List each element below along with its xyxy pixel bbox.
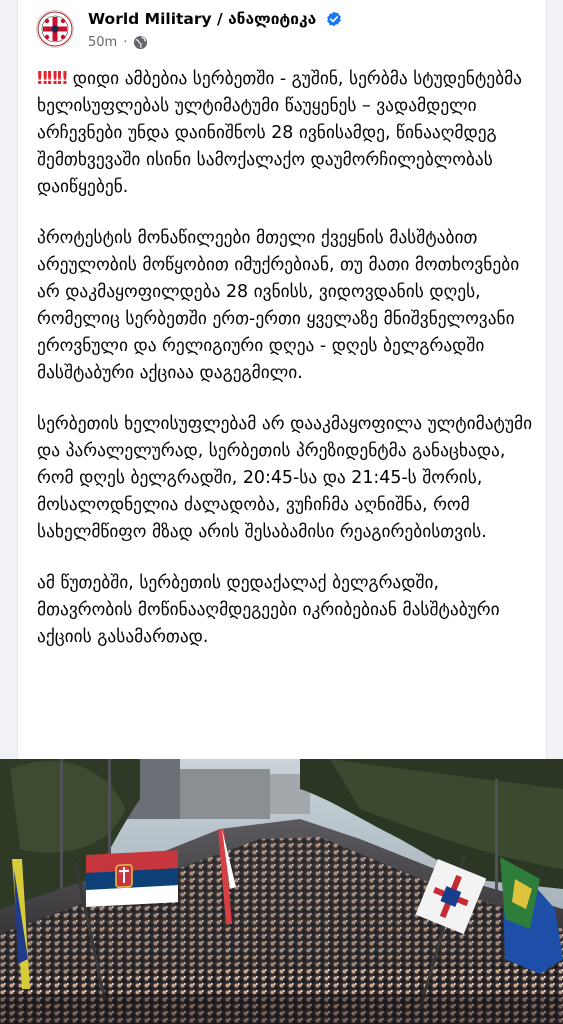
page-avatar[interactable] [36, 10, 74, 48]
post-body [37, 66, 537, 675]
post-paragraph: სერბეთის ხელისუფლებამ არ დააკმაყოფილა ულტიმატუმი და პარალელურად, სერბეთის პრეზიდენტმა განაცხადა, რომ დღეს ბელგრადში, 20:45-სა და 21:45-ს შორის, მოსალოდნელია ძალადობა, ვუჩიჩმა აღნიშნა, რომ სახელმწიფო მზად არის შესაბამისი რეაგირებისთვის. [37, 414, 533, 542]
post-paragraph [37, 66, 537, 201]
meta-separator: · [123, 35, 128, 50]
serbian-flag [86, 850, 178, 907]
military-emblem-icon [37, 11, 73, 47]
page-name[interactable] [88, 8, 342, 30]
double-exclamation-icon: ‼‼‼ [37, 69, 67, 89]
globe-icon[interactable] [133, 35, 148, 50]
post-meta [88, 34, 148, 52]
protest-crowd-photo [0, 759, 563, 1024]
post-photo[interactable] [0, 759, 563, 1024]
post-timestamp[interactable]: 50m [88, 35, 118, 50]
post-paragraph: პროტესტის მონაწილეები მთელი ქვეყნის მასშტაბით არეულობის მოწყობით იმუქრებიან, თუ მათი მოთხოვნები არ დაკმაყოფილდება 28 ივნისს, ვიდოვდანის დღეს, რომელიც სერბეთში ერთ-ერთი ყველაზე მნიშვნელოვანი ეროვნული და რელიგიური დღეა - დღეს ბელგრადში მასშტაბური აქციაა დაგეგმილი. [37, 228, 520, 383]
verified-badge-icon [326, 11, 342, 27]
page-name-text[interactable]: World Military / ანალიტიკა [88, 10, 317, 28]
post-paragraph: ამ წუთებში, სერბეთის დედაქალაქ ბელგრადში, მთავრობის მოწინააღმდეგეები იკრიბებიან მასშტაბური აქციის გასამართად. [37, 573, 500, 647]
post-header [36, 8, 536, 56]
paragraph-text: დიდი ამბებია სერბეთში - გუშინ, სერბმა სტუდენტებმა ხელისუფლებას ულტიმატუმი წაუყენეს – ვადამდელი არჩევნები უნდა დაინიშნოს 28 ივნისამდე, წინააღმდეგ შემთხვევაში ისინი სამოქალაქო დაუმორჩილებლობას დაიწყებენ. [37, 69, 523, 197]
post-card [17, 0, 547, 759]
